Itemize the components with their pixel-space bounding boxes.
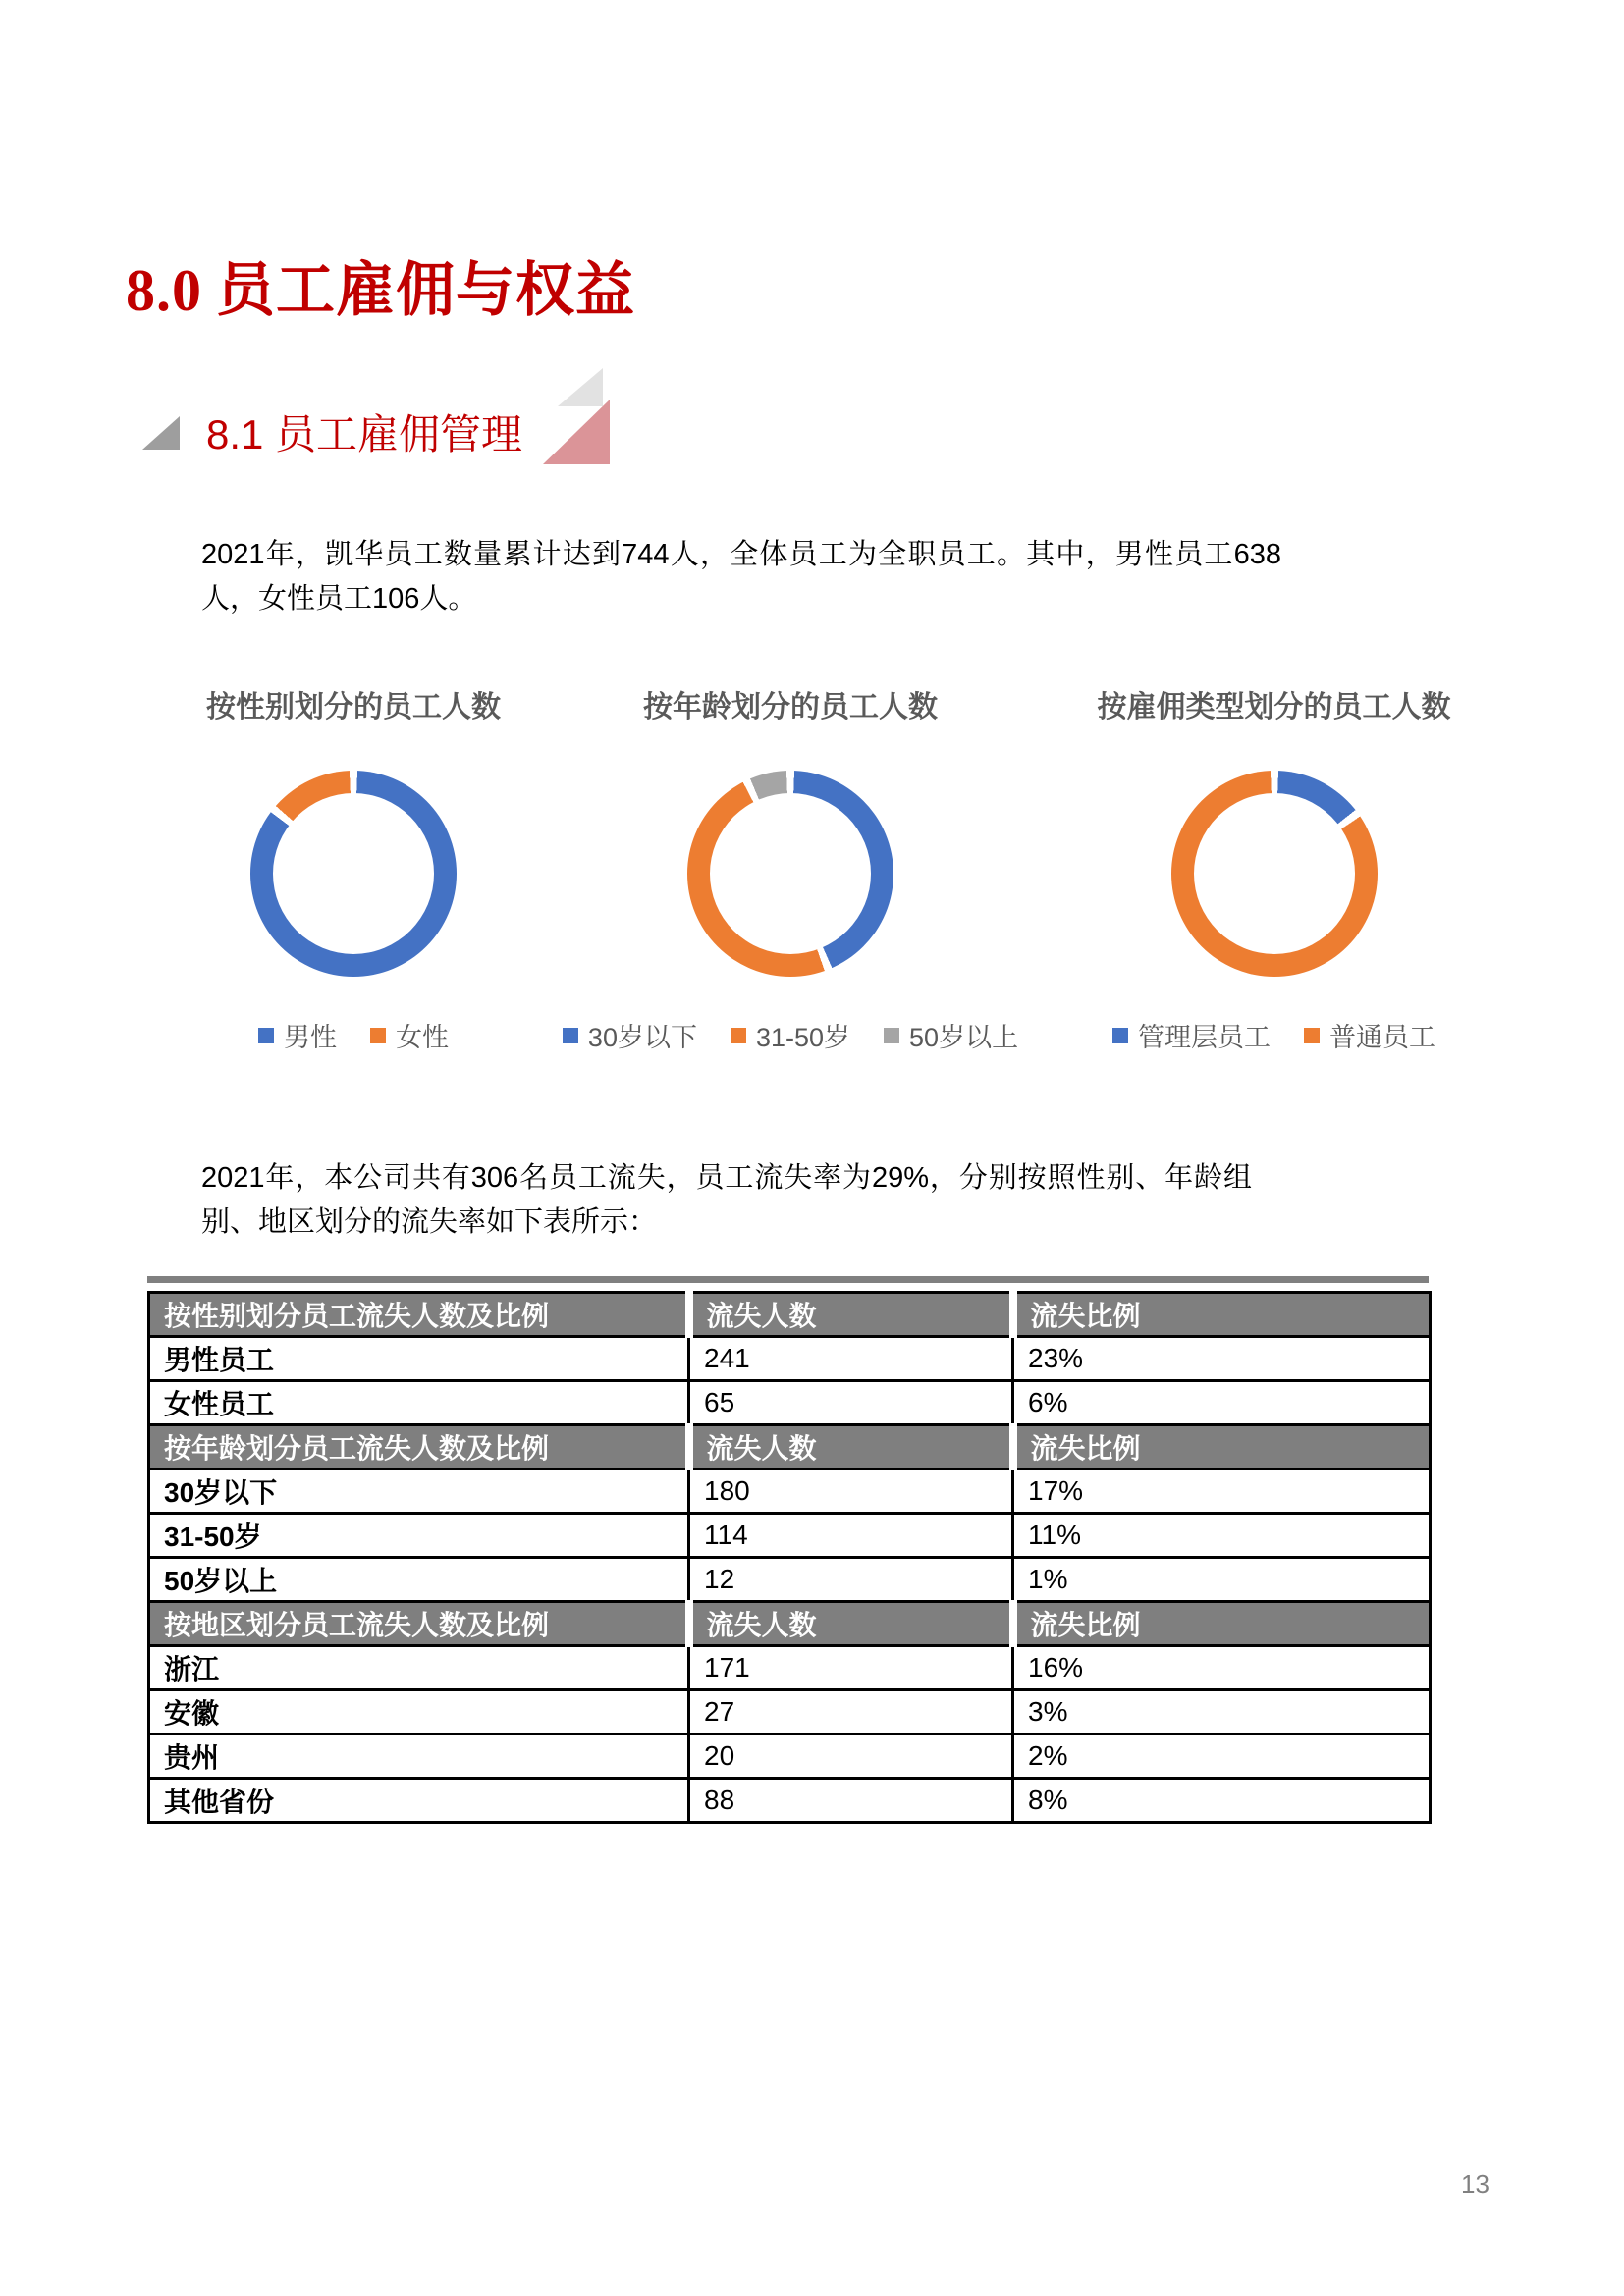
- chart-legend: [147, 1016, 560, 1054]
- row-label: 贵州: [149, 1735, 689, 1779]
- row-ratio: 17%: [1013, 1469, 1431, 1514]
- row-count: 27: [689, 1690, 1013, 1735]
- legend-label: 普通员工: [1329, 1023, 1435, 1052]
- header-cell: 按年龄划分员工流失人数及比例: [149, 1425, 689, 1469]
- legend-swatch: [258, 1028, 274, 1043]
- donut-ring: [1171, 771, 1378, 977]
- row-label: 安徽: [149, 1690, 689, 1735]
- row-ratio: 6%: [1013, 1381, 1431, 1425]
- donut-hole: [273, 793, 434, 954]
- header-cell: 流失人数: [689, 1602, 1013, 1646]
- donut-hole: [1194, 793, 1355, 954]
- legend-item: [1112, 1016, 1271, 1054]
- row-ratio: 1%: [1013, 1558, 1431, 1602]
- turnover-paragraph: 2021年，本公司共有306名员工流失，员工流失率为29%，分别按照性别、年龄组别、地区划分的流失率如下表所示：: [201, 1162, 1252, 1238]
- header-cell: 流失人数: [689, 1425, 1013, 1469]
- header-cell: 按地区划分员工流失人数及比例: [149, 1602, 689, 1646]
- triangle-decoration-left: [142, 416, 180, 450]
- table-section-header: [149, 1293, 1431, 1337]
- row-ratio: 3%: [1013, 1690, 1431, 1735]
- table-row: [149, 1514, 1431, 1558]
- table-section-header: [149, 1425, 1431, 1469]
- table-row: [149, 1337, 1431, 1381]
- legend-item: [370, 1016, 449, 1054]
- triangle-decoration-gray: [558, 368, 603, 406]
- legend-swatch: [1304, 1028, 1320, 1043]
- donut-chart-gender: [147, 682, 560, 1054]
- page-title: [126, 243, 635, 328]
- triangle-decoration-pink: [543, 400, 610, 464]
- row-count: 65: [689, 1381, 1013, 1425]
- row-count: 12: [689, 1558, 1013, 1602]
- table-row: [149, 1558, 1431, 1602]
- legend-label: 女性: [396, 1023, 449, 1052]
- donut-chart-age: [545, 682, 1036, 1054]
- header-cell: 按性别划分员工流失人数及比例: [149, 1293, 689, 1337]
- chart-legend: [545, 1016, 1036, 1054]
- row-ratio: 23%: [1013, 1337, 1431, 1381]
- legend-swatch: [370, 1028, 386, 1043]
- chart-title: 按雇佣类型划分的员工人数: [1097, 691, 1451, 723]
- legend-swatch: [731, 1028, 746, 1043]
- chart-title: 按年龄划分的员工人数: [643, 691, 938, 723]
- legend-swatch: [884, 1028, 899, 1043]
- intro-paragraph: 2021年，凯华员工数量累计达到744人，全体员工为全职员工。其中，男性员工638人，女性员工106人。: [201, 539, 1281, 614]
- header-cell: 流失比例: [1013, 1293, 1431, 1337]
- row-ratio: 8%: [1013, 1779, 1431, 1823]
- table-row: [149, 1690, 1431, 1735]
- row-label: 其他省份: [149, 1779, 689, 1823]
- donut-chart-employment-type: [1046, 682, 1502, 1054]
- chapter-title-text: 员工雇佣与权益: [216, 257, 635, 323]
- row-ratio: 2%: [1013, 1735, 1431, 1779]
- subsection-title: 8.1 员工雇佣管理: [206, 411, 523, 457]
- legend-item: [563, 1016, 697, 1054]
- row-label: 50岁以上: [149, 1558, 689, 1602]
- table-row: [149, 1469, 1431, 1514]
- legend-swatch: [1112, 1028, 1128, 1043]
- legend-item: [258, 1016, 337, 1054]
- row-count: 241: [689, 1337, 1013, 1381]
- legend-label: 男性: [284, 1023, 337, 1052]
- header-cell: 流失比例: [1013, 1425, 1431, 1469]
- donut-hole: [710, 793, 871, 954]
- legend-item: [884, 1016, 1018, 1054]
- legend-item: [731, 1016, 850, 1054]
- legend-swatch: [563, 1028, 578, 1043]
- chart-title: 按性别划分的员工人数: [206, 691, 501, 723]
- row-label: 浙江: [149, 1646, 689, 1690]
- legend-label: 50岁以上: [909, 1023, 1019, 1052]
- legend-label: 30岁以下: [587, 1023, 697, 1052]
- donut-ring: [687, 771, 893, 977]
- row-label: 30岁以下: [149, 1469, 689, 1514]
- table-row: [149, 1646, 1431, 1690]
- row-ratio: 16%: [1013, 1646, 1431, 1690]
- table-top-rule: [147, 1276, 1429, 1283]
- turnover-table: [147, 1291, 1432, 1824]
- row-count: 171: [689, 1646, 1013, 1690]
- table-row: [149, 1735, 1431, 1779]
- chart-legend: [1046, 1016, 1502, 1054]
- table-row: [149, 1381, 1431, 1425]
- chapter-number: 8.0: [126, 258, 202, 323]
- table-section-header: [149, 1602, 1431, 1646]
- row-count: 20: [689, 1735, 1013, 1779]
- legend-label: 管理层员工: [1138, 1023, 1271, 1052]
- row-count: 180: [689, 1469, 1013, 1514]
- table-row: [149, 1779, 1431, 1823]
- row-count: 114: [689, 1514, 1013, 1558]
- legend-label: 31-50岁: [755, 1023, 851, 1052]
- legend-item: [1304, 1016, 1435, 1054]
- row-label: 31-50岁: [149, 1514, 689, 1558]
- row-label: 女性员工: [149, 1381, 689, 1425]
- row-count: 88: [689, 1779, 1013, 1823]
- page-number: 13: [1461, 2169, 1489, 2199]
- row-label: 男性员工: [149, 1337, 689, 1381]
- header-cell: 流失比例: [1013, 1602, 1431, 1646]
- row-ratio: 11%: [1013, 1514, 1431, 1558]
- header-cell: 流失人数: [689, 1293, 1013, 1337]
- donut-ring: [250, 771, 457, 977]
